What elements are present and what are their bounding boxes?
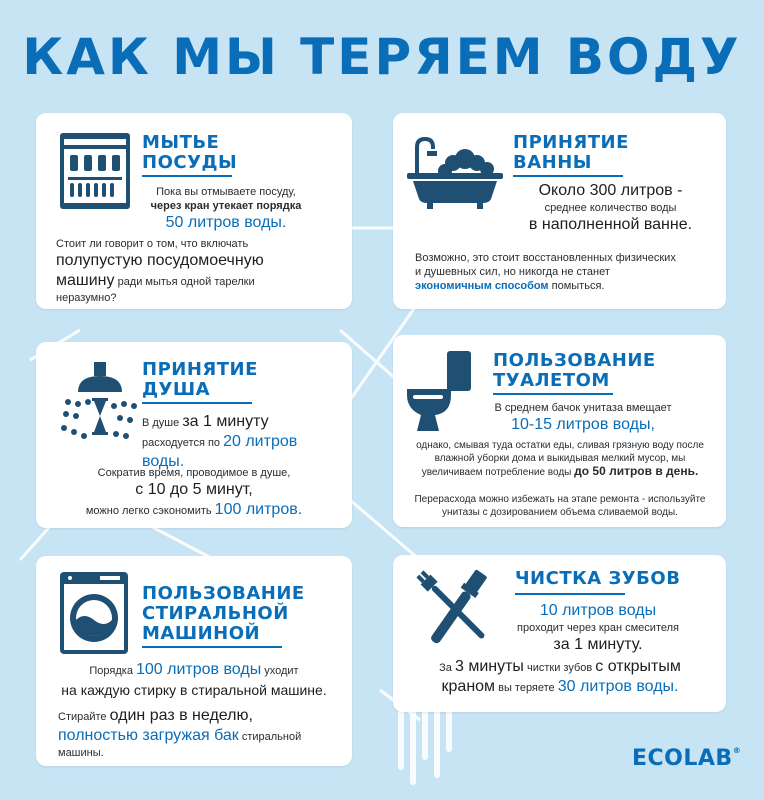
ecolab-logo: ECOLAB® bbox=[632, 746, 742, 771]
page-title: КАК МЫ ТЕРЯЕМ ВОДУ bbox=[22, 28, 742, 86]
bath-title: ПРИНЯТИЕ ВАННЫ bbox=[513, 132, 629, 173]
bath-paragraph: Возможно, это стоит восстановленных физических и душевных сил, но никогда не станет экономичным способом помыться. bbox=[415, 252, 676, 292]
dishes-rule bbox=[142, 175, 232, 177]
dishwasher-icon bbox=[60, 133, 130, 209]
toilet-paragraph: однако, смывая туда остатки еды, сливая грязную воду после влажной уборки дома и выкидывая мелкий мусор, мы увеличиваем потребление воды до 50 литров в день. bbox=[416, 440, 704, 478]
shower-icon bbox=[58, 362, 138, 442]
teeth-title: ЧИСТКА ЗУБОВ bbox=[515, 568, 681, 589]
dishes-highlight: 50 литров воды. bbox=[165, 214, 287, 231]
shower-text: В душе за 1 минуту расходуется по 20 литров воды. bbox=[142, 413, 298, 470]
teeth-rule bbox=[515, 593, 625, 595]
washing-text: Порядка 100 литров воды уходит на каждую стирку в стиральной машине. bbox=[61, 661, 327, 698]
shower-paragraph: Сократив время, проводимое в душе, с 10 до 5 минут, можно легко сэкономить 100 литров. bbox=[85, 467, 303, 518]
toilet-text: В среднем бачок унитаза вмещает 10-15 литров воды, bbox=[494, 402, 672, 433]
dishes-paragraph: Стоит ли говорит о том, что включать полупустую посудомоечную машину ради мытья одной тарелки неразумно? bbox=[56, 238, 264, 304]
card-dishes bbox=[36, 113, 352, 309]
washing-title: ПОЛЬЗОВАНИЕ СТИРАЛЬНОЙ МАШИНОЙ bbox=[142, 583, 305, 644]
bathtub-icon bbox=[407, 133, 503, 209]
card-washing bbox=[36, 556, 352, 766]
card-bath bbox=[393, 113, 726, 309]
dishes-title: МЫТЬЕ ПОСУДЫ bbox=[142, 132, 238, 173]
washing-paragraph: Стирайте один раз в неделю, полностью загружая бак стиральной машины. bbox=[58, 707, 302, 759]
card-shower bbox=[36, 342, 352, 528]
shower-title: ПРИНЯТИЕ ДУША bbox=[142, 359, 258, 400]
bath-text: Около 300 литров - среднее количество воды в наполненной ванне. bbox=[528, 182, 693, 233]
washing-rule bbox=[142, 646, 282, 648]
dishes-text: Пока вы отмываете посуду, через кран утекает порядка bbox=[150, 186, 302, 212]
teeth-text: 10 литров воды проходит через кран смесителя за 1 минуту. bbox=[517, 602, 679, 653]
shower-rule bbox=[142, 402, 252, 404]
toilet-title: ПОЛЬЗОВАНИЕ ТУАЛЕТОМ bbox=[493, 350, 656, 391]
toothbrush-icon bbox=[411, 565, 501, 655]
card-toilet bbox=[393, 335, 726, 527]
washing-machine-icon bbox=[60, 572, 128, 654]
toilet-note: Перерасхода можно избежать на этапе ремонта - используйте унитазы с дозированием объема сливаемой воды. bbox=[414, 494, 706, 518]
card-teeth bbox=[393, 555, 726, 712]
teeth-paragraph: За 3 минуты чистки зубов с открытым краном вы теряете 30 литров воды. bbox=[439, 658, 681, 695]
toilet-rule bbox=[493, 393, 613, 395]
bath-rule bbox=[513, 175, 623, 177]
